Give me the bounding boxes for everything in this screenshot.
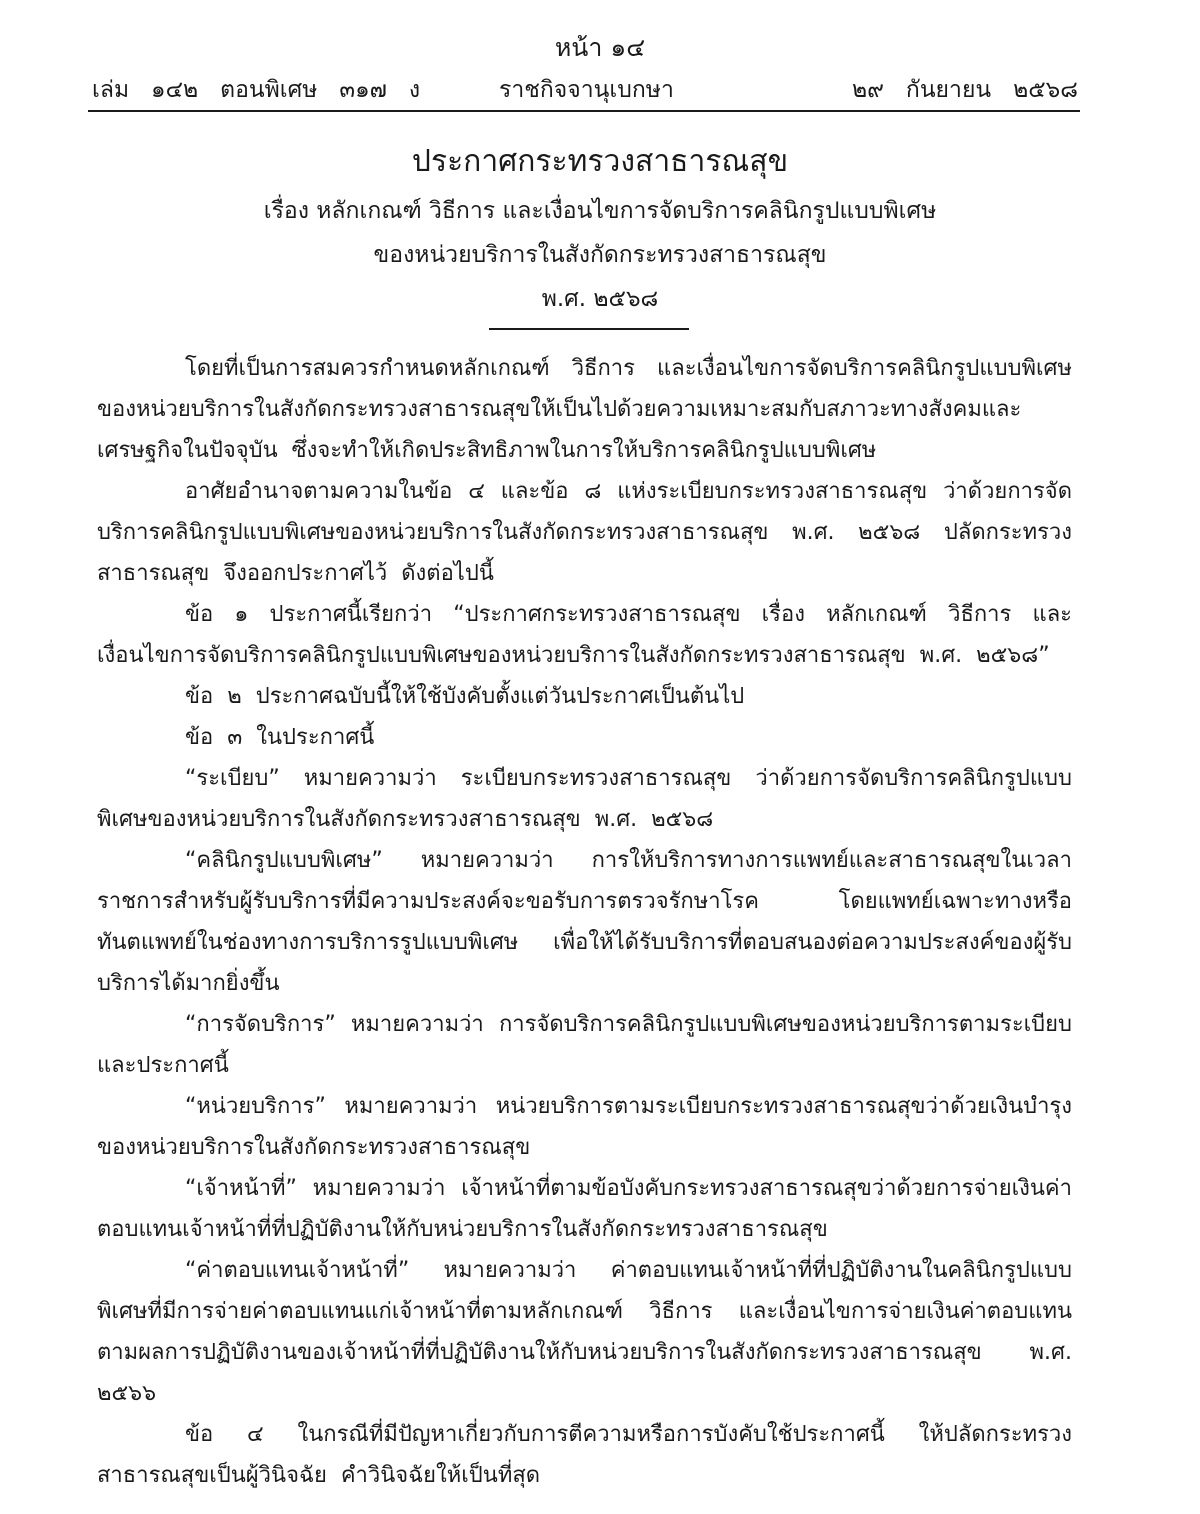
page-number: หน้า ๑๔ — [554, 33, 646, 62]
announcement-title: ประกาศกระทรวงสาธารณสุข — [411, 144, 789, 179]
definition-service-unit: “หน่วยบริการ” หมายความว่า หน่วยบริการตามระเบียบกระทรวงสาธารณสุขว่าด้วยเงินบำรุงของหน่วยบริการในสังกัดกระทรวงสาธารณสุข — [97, 1094, 1072, 1160]
definition-officer-compensation: “ค่าตอบแทนเจ้าหน้าที่” หมายความว่า ค่าตอบแทนเจ้าหน้าที่ที่ปฏิบัติงานในคลินิกรูปแบบพิเศษที่มีการจ่ายค่าตอบแทนแก่เจ้าหน้าที่ตามหลักเกณฑ์ วิธีการ และเงื่อนไขการจ่ายเงินค่าตอบแทนตามผลการปฏิบัติงานของเจ้าหน้าที่ที่ปฏิบัติงานให้กับหน่วยบริการในสังกัดกระทรวงสาธารณสุข พ.ศ. ๒๕๖๖ — [97, 1258, 1086, 1406]
document-body — [97, 348, 1086, 1496]
paragraph-preamble: โดยที่เป็นการสมควรกำหนดหลักเกณฑ์ วิธีการ และเงื่อนไขการจัดบริการคลินิกรูปแบบพิเศษของหน่วยบริการในสังกัดกระทรวงสาธารณสุขให้เป็นไปด้วยความเหมาะสมกับสภาวะทางสังคมและเศรษฐกิจในปัจจุบัน ซึ่งจะทำให้เกิดประสิทธิภาพในการให้บริการคลินิกรูปแบบพิเศษ — [97, 356, 1072, 463]
definition-service-provision: “การจัดบริการ” หมายความว่า การจัดบริการคลินิกรูปแบบพิเศษของหน่วยบริการตามระเบียบและประกาศนี้ — [97, 1012, 1072, 1078]
announcement-year: พ.ศ. ๒๕๖๘ — [541, 286, 659, 312]
publication-name: ราชกิจจานุเบกษา — [499, 77, 674, 103]
volume-issue: เล่ม ๑๔๒ ตอนพิเศษ ๓๑๗ ง — [92, 77, 421, 103]
paragraph-clause-3: ข้อ ๓ ในประกาศนี้ — [185, 725, 375, 750]
paragraph-clause-1: ข้อ ๑ ประกาศนี้เรียกว่า “ประกาศกระทรวงสาธารณสุข เรื่อง หลักเกณฑ์ วิธีการ และเงื่อนไขการจัดบริการคลินิกรูปแบบพิเศษของหน่วยบริการในสังกัดกระทรวงสาธารณสุข พ.ศ. ๒๕๖๘” — [97, 602, 1072, 668]
announcement-subject-line2: ของหน่วยบริการในสังกัดกระทรวงสาธารณสุข — [373, 242, 827, 268]
header-divider — [88, 110, 1080, 112]
paragraph-clause-4: ข้อ ๔ ในกรณีที่มีปัญหาเกี่ยวกับการตีความหรือการบังคับใช้ประกาศนี้ ให้ปลัดกระทรวงสาธารณสุขเป็นผู้วินิจฉัย คำวินิจฉัยให้เป็นที่สุด — [97, 1422, 1072, 1488]
paragraph-clause-2: ข้อ ๒ ประกาศฉบับนี้ให้ใช้บังคับตั้งแต่วันประกาศเป็นต้นไป — [185, 684, 745, 709]
gazette-header — [92, 72, 1078, 108]
title-divider — [489, 328, 689, 330]
definition-officer: “เจ้าหน้าที่” หมายความว่า เจ้าหน้าที่ตามข้อบังคับกระทรวงสาธารณสุขว่าด้วยการจ่ายเงินค่าตอบแทนเจ้าหน้าที่ที่ปฏิบัติงานให้กับหน่วยบริการในสังกัดกระทรวงสาธารณสุข — [97, 1176, 1072, 1242]
paragraph-authority: อาศัยอำนาจตามความในข้อ ๔ และข้อ ๘ แห่งระเบียบกระทรวงสาธารณสุข ว่าด้วยการจัดบริการคลินิกรูปแบบพิเศษของหน่วยบริการในสังกัดกระทรวงสาธารณสุข พ.ศ. ๒๕๖๘ ปลัดกระทรวงสาธารณสุข จึงออกประกาศไว้ ดังต่อไปนี้ — [97, 479, 1072, 586]
publication-date: ๒๙ กันยายน ๒๕๖๘ — [851, 77, 1078, 103]
definition-special-clinic: “คลินิกรูปแบบพิเศษ” หมายความว่า การให้บริการทางการแพทย์และสาธารณสุขในเวลาราชการสำหรับผู้รับบริการที่มีความประสงค์จะขอรับการตรวจรักษาโรค โดยแพทย์เฉพาะทางหรือทันตแพทย์ในช่องทางการบริการรูปแบบพิเศษ เพื่อให้ได้รับบริการที่ตอบสนองต่อความประสงค์ของผู้รับบริการได้มากยิ่งขึ้น — [97, 848, 1072, 996]
announcement-subject-line1: เรื่อง หลักเกณฑ์ วิธีการ และเงื่อนไขการจัดบริการคลินิกรูปแบบพิเศษ — [263, 198, 937, 224]
definition-regulation: “ระเบียบ” หมายความว่า ระเบียบกระทรวงสาธารณสุข ว่าด้วยการจัดบริการคลินิกรูปแบบพิเศษของหน่วยบริการในสังกัดกระทรวงสาธารณสุข พ.ศ. ๒๕๖๘ — [97, 766, 1072, 832]
